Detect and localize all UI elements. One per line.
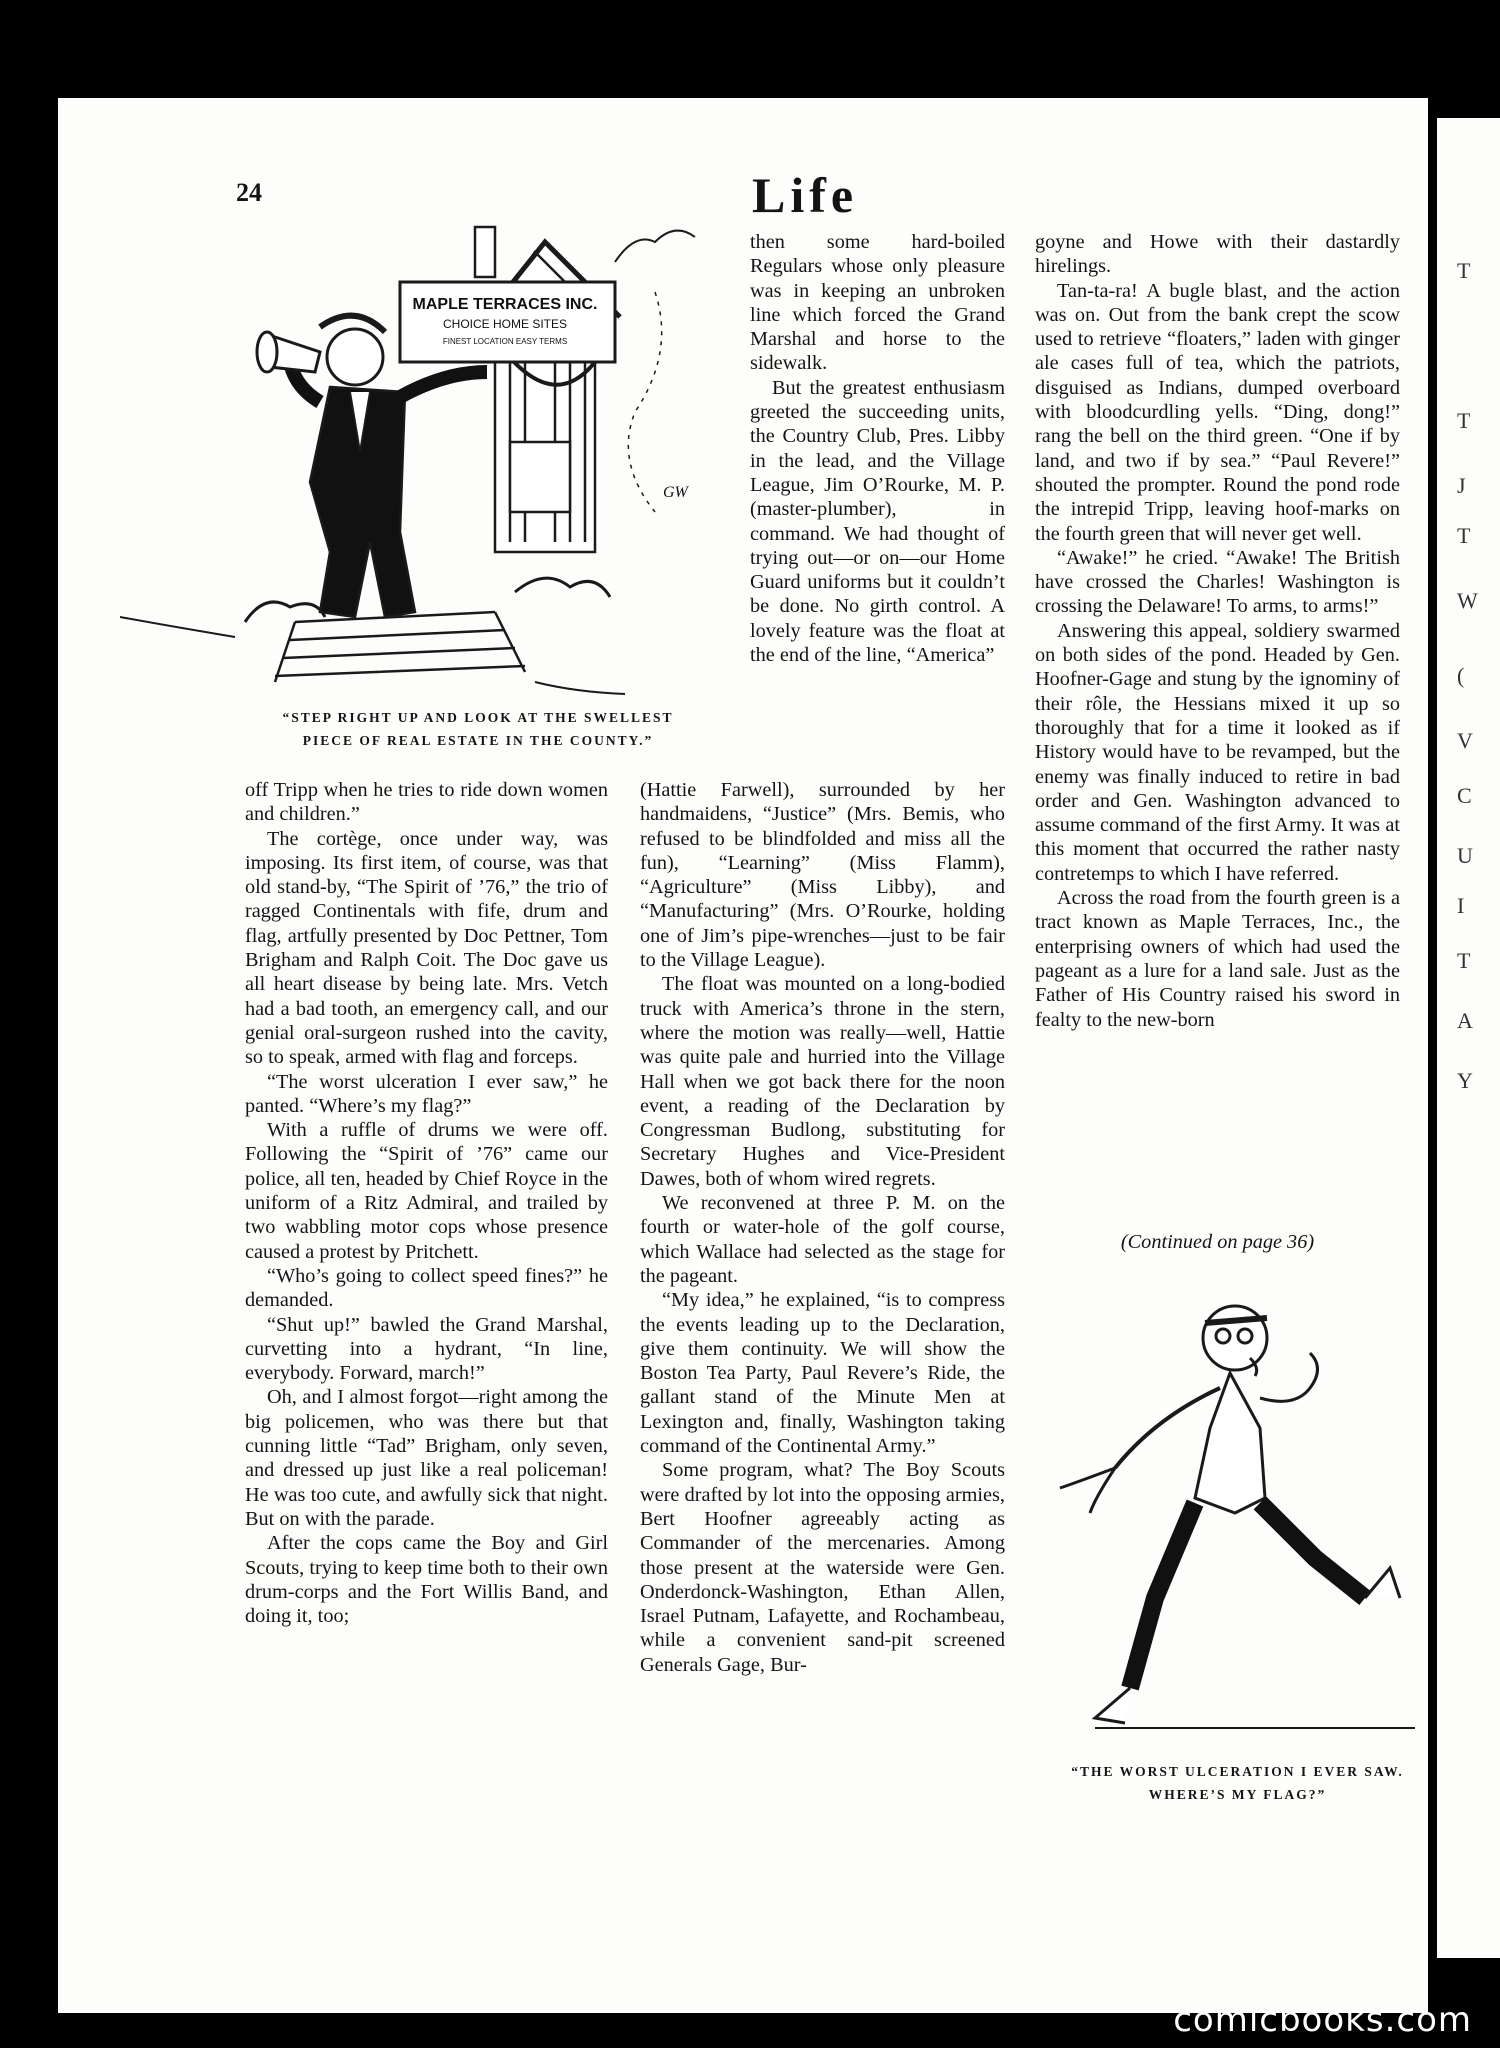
article-paragraph: The float was mounted on a long-bodied truck with America’s throne in the stern, where the motion was really—well, Hattie was quite pale and hurried into the Village Hall when we got back there for the noon event, a reading of the Declaration by Congressman Budlong, substituting for Secretary Hughes and Vice-President Dawes, both of whom wired regrets.: [640, 973, 1005, 1190]
facing-page-letter: (: [1457, 663, 1465, 688]
article-paragraph: off Tripp when he tries to ride down women and children.”: [245, 779, 608, 826]
caption-line: “THE WORST ULCERATION I EVER SAW.: [1071, 1764, 1404, 1779]
watermark: comicbooks.com: [1173, 2000, 1472, 2040]
sign-line-2: CHOICE HOME SITES: [442, 317, 568, 331]
article-paragraph: After the cops came the Boy and Girl Scouts, trying to keep time both to their own drum-corps and the Fort Willis Band, and doing it, too;: [245, 1532, 608, 1628]
caption-line: WHERE’S MY FLAG?”: [1148, 1787, 1327, 1802]
sign-line-3: FINEST LOCATION EASY TERMS: [442, 337, 568, 346]
article-paragraph: The cortège, once under way, was imposing. Its first item, of course, was that old stand-by, “The Spirit of ’76,” the trio of ragged Continentals with fife, drum and flag, artfully presented by Doc Pettner, Tom Brigham and Ralph Coit. The Doc gave us all heart disease by being late. Mrs. Vetch had a bad tooth, an emergency call, and our genial oral-surgeon rushed into the cavity, so to speak, armed with flag and forceps.: [245, 827, 608, 1069]
article-paragraph: “Who’s going to collect speed fines?” he demanded.: [245, 1264, 608, 1312]
facing-page-letter: J: [1457, 473, 1466, 498]
running-dentist-cartoon: [1035, 1268, 1435, 1748]
article-paragraph: Oh, and I almost forgot—right among the big policemen, who was there but that cunning little “Tad” Brigham, only seven, and dressed up just like a real policeman! He was too cute, and awfully sick that night. But on with the parade.: [245, 1386, 608, 1530]
facing-page-letter: A: [1457, 1008, 1473, 1033]
article-paragraph: We reconvened at three P. M. on the fourth or water-hole of the golf course, which Wallace had selected as the stage for the pageant.: [640, 1192, 1005, 1287]
article-paragraph: then some hard-boiled Regulars whose only pleasure was in keeping an unbroken line which forced the Grand Marshal and horse to the sidewalk.: [750, 231, 1005, 375]
article-paragraph: “Awake!” he cried. “Awake! The British have crossed the Charles! Washington is crossing the Delaware! To arms, to arms!”: [1035, 546, 1400, 618]
caption-line: “STEP RIGHT UP AND LOOK AT THE SWELLEST: [282, 710, 674, 725]
article-paragraph: With a ruffle of drums we were off. Following the “Spirit of ’76” came our police, all ten, headed by Chief Royce in the uniform of a Ritz Admiral, and trailed by two wabbling motor cops whose presence caused a protest by Pritchett.: [245, 1119, 608, 1263]
top-cartoon-caption: [228, 706, 728, 752]
facing-page-letter: T: [1457, 948, 1471, 973]
article-paragraph: goyne and Howe with their dastardly hirelings.: [1035, 231, 1400, 278]
column-1: [245, 778, 608, 1628]
facing-page-edge: [1437, 118, 1500, 1958]
article-paragraph: But the greatest enthusiasm greeted the succeeding units, the Country Club, Pres. Libby in the lead, and the Village League, Jim O’Rourke, M. P. (master-plumber), in command. We had thought of trying out—or on—our Home Guard uniforms but it couldn’t be done. No girth control. A lovely feature was the float at the end of the line, “America”: [750, 376, 1005, 667]
article-paragraph: “Shut up!” bawled the Grand Marshal, curvetting into a hydrant, “In line, everybody. Forward, march!”: [245, 1313, 608, 1385]
article-paragraph: (Hattie Farwell), surrounded by her handmaidens, “Justice” (Mrs. Bemis, who refused to be blindfolded and miss all the fun), “Learning” (Miss Flamm), “Agriculture” (Miss Libby), and “Manufacturing” (Mrs. O’Rourke, holding one of Jim’s pipe-wrenches—just to be fair to the Village League).: [640, 779, 1005, 972]
masthead: Life: [752, 167, 859, 223]
article-paragraph: Some program, what? The Boy Scouts were drafted by lot into the opposing armies, Bert Hoofner agreeably acting as Commander of the mercenaries. Among those present at the waterside were Gen. Onderdonck-Washington, Ethan Allen, Israel Putnam, Lafayette, and Rochambeau, while a convenient sand-pit screened Generals Gage, Bur-: [640, 1459, 1005, 1676]
column-3: [1035, 230, 1400, 1032]
column-2-top: [750, 230, 1005, 667]
facing-page-letter: W: [1457, 588, 1478, 613]
sign-line-1: MAPLE TERRACES INC.: [412, 296, 598, 313]
article-paragraph: “The worst ulceration I ever saw,” he panted. “Where’s my flag?”: [245, 1070, 608, 1117]
bottom-cartoon-caption: [1030, 1760, 1445, 1806]
continued-note: (Continued on page 36): [1120, 1231, 1315, 1253]
facing-page-letter: U: [1457, 843, 1473, 868]
facing-page-letter: I: [1457, 893, 1465, 918]
facing-page-letter: T: [1457, 258, 1471, 283]
facing-page-letter: T: [1457, 408, 1471, 433]
caption-line: PIECE OF REAL ESTATE IN THE COUNTY.”: [302, 733, 654, 748]
facing-page-letter: V: [1457, 728, 1473, 753]
page-number: 24: [236, 178, 262, 207]
article-paragraph: Tan-ta-ra! A bugle blast, and the action was on. Out from the bank crept the scow used to retrieve “floaters,” laden with ginger ale cases full of tea, which the patriots, disguised as Indians, dumped overboard with bloodcurdling yells. “Ding, dong!” rang the bell on the third green. “One if by land, and two if by sea.” “Paul Revere!” shouted the prompter. Round the pond rode the intrepid Tripp, leaving hoof-marks on the fourth green that will never get well.: [1035, 279, 1400, 545]
artist-signature: GW: [663, 484, 688, 501]
facing-page-letter: T: [1457, 523, 1471, 548]
column-2-bottom: [640, 778, 1005, 1677]
article-paragraph: “My idea,” he explained, “is to compress the events leading up to the Declaration, give them continuity. We will show the Boston Tea Party, Paul Revere’s Ride, the gallant stand of the Minute Men at Lexington and, finally, Washington taking command of the Continental Army.”: [640, 1289, 1005, 1458]
article-paragraph: Answering this appeal, soldiery swarmed on both sides of the pond. Headed by Gen. Hoofner-Gage and stung by the ignominy of their rôle, the Hessians mixed it up so thoroughly that for a time it looked as if History would have to be revamped, but the enemy was finally induced to retire in bad order and Gen. Washington advanced to assume command of the first Army. It was at this moment that occurred the rather nasty contretemps to which I have referred.: [1035, 619, 1400, 885]
facing-page-letter: C: [1457, 783, 1472, 808]
facing-page-letter: Y: [1457, 1068, 1473, 1093]
article-paragraph: Across the road from the fourth green is a tract known as Maple Terraces, Inc., the enterprising owners of which had used the pageant as a lure for a land sale. Just as the Father of His Country raised his sword in fealty to the new-born: [1035, 887, 1400, 1031]
real-estate-cartoon: [115, 222, 725, 700]
